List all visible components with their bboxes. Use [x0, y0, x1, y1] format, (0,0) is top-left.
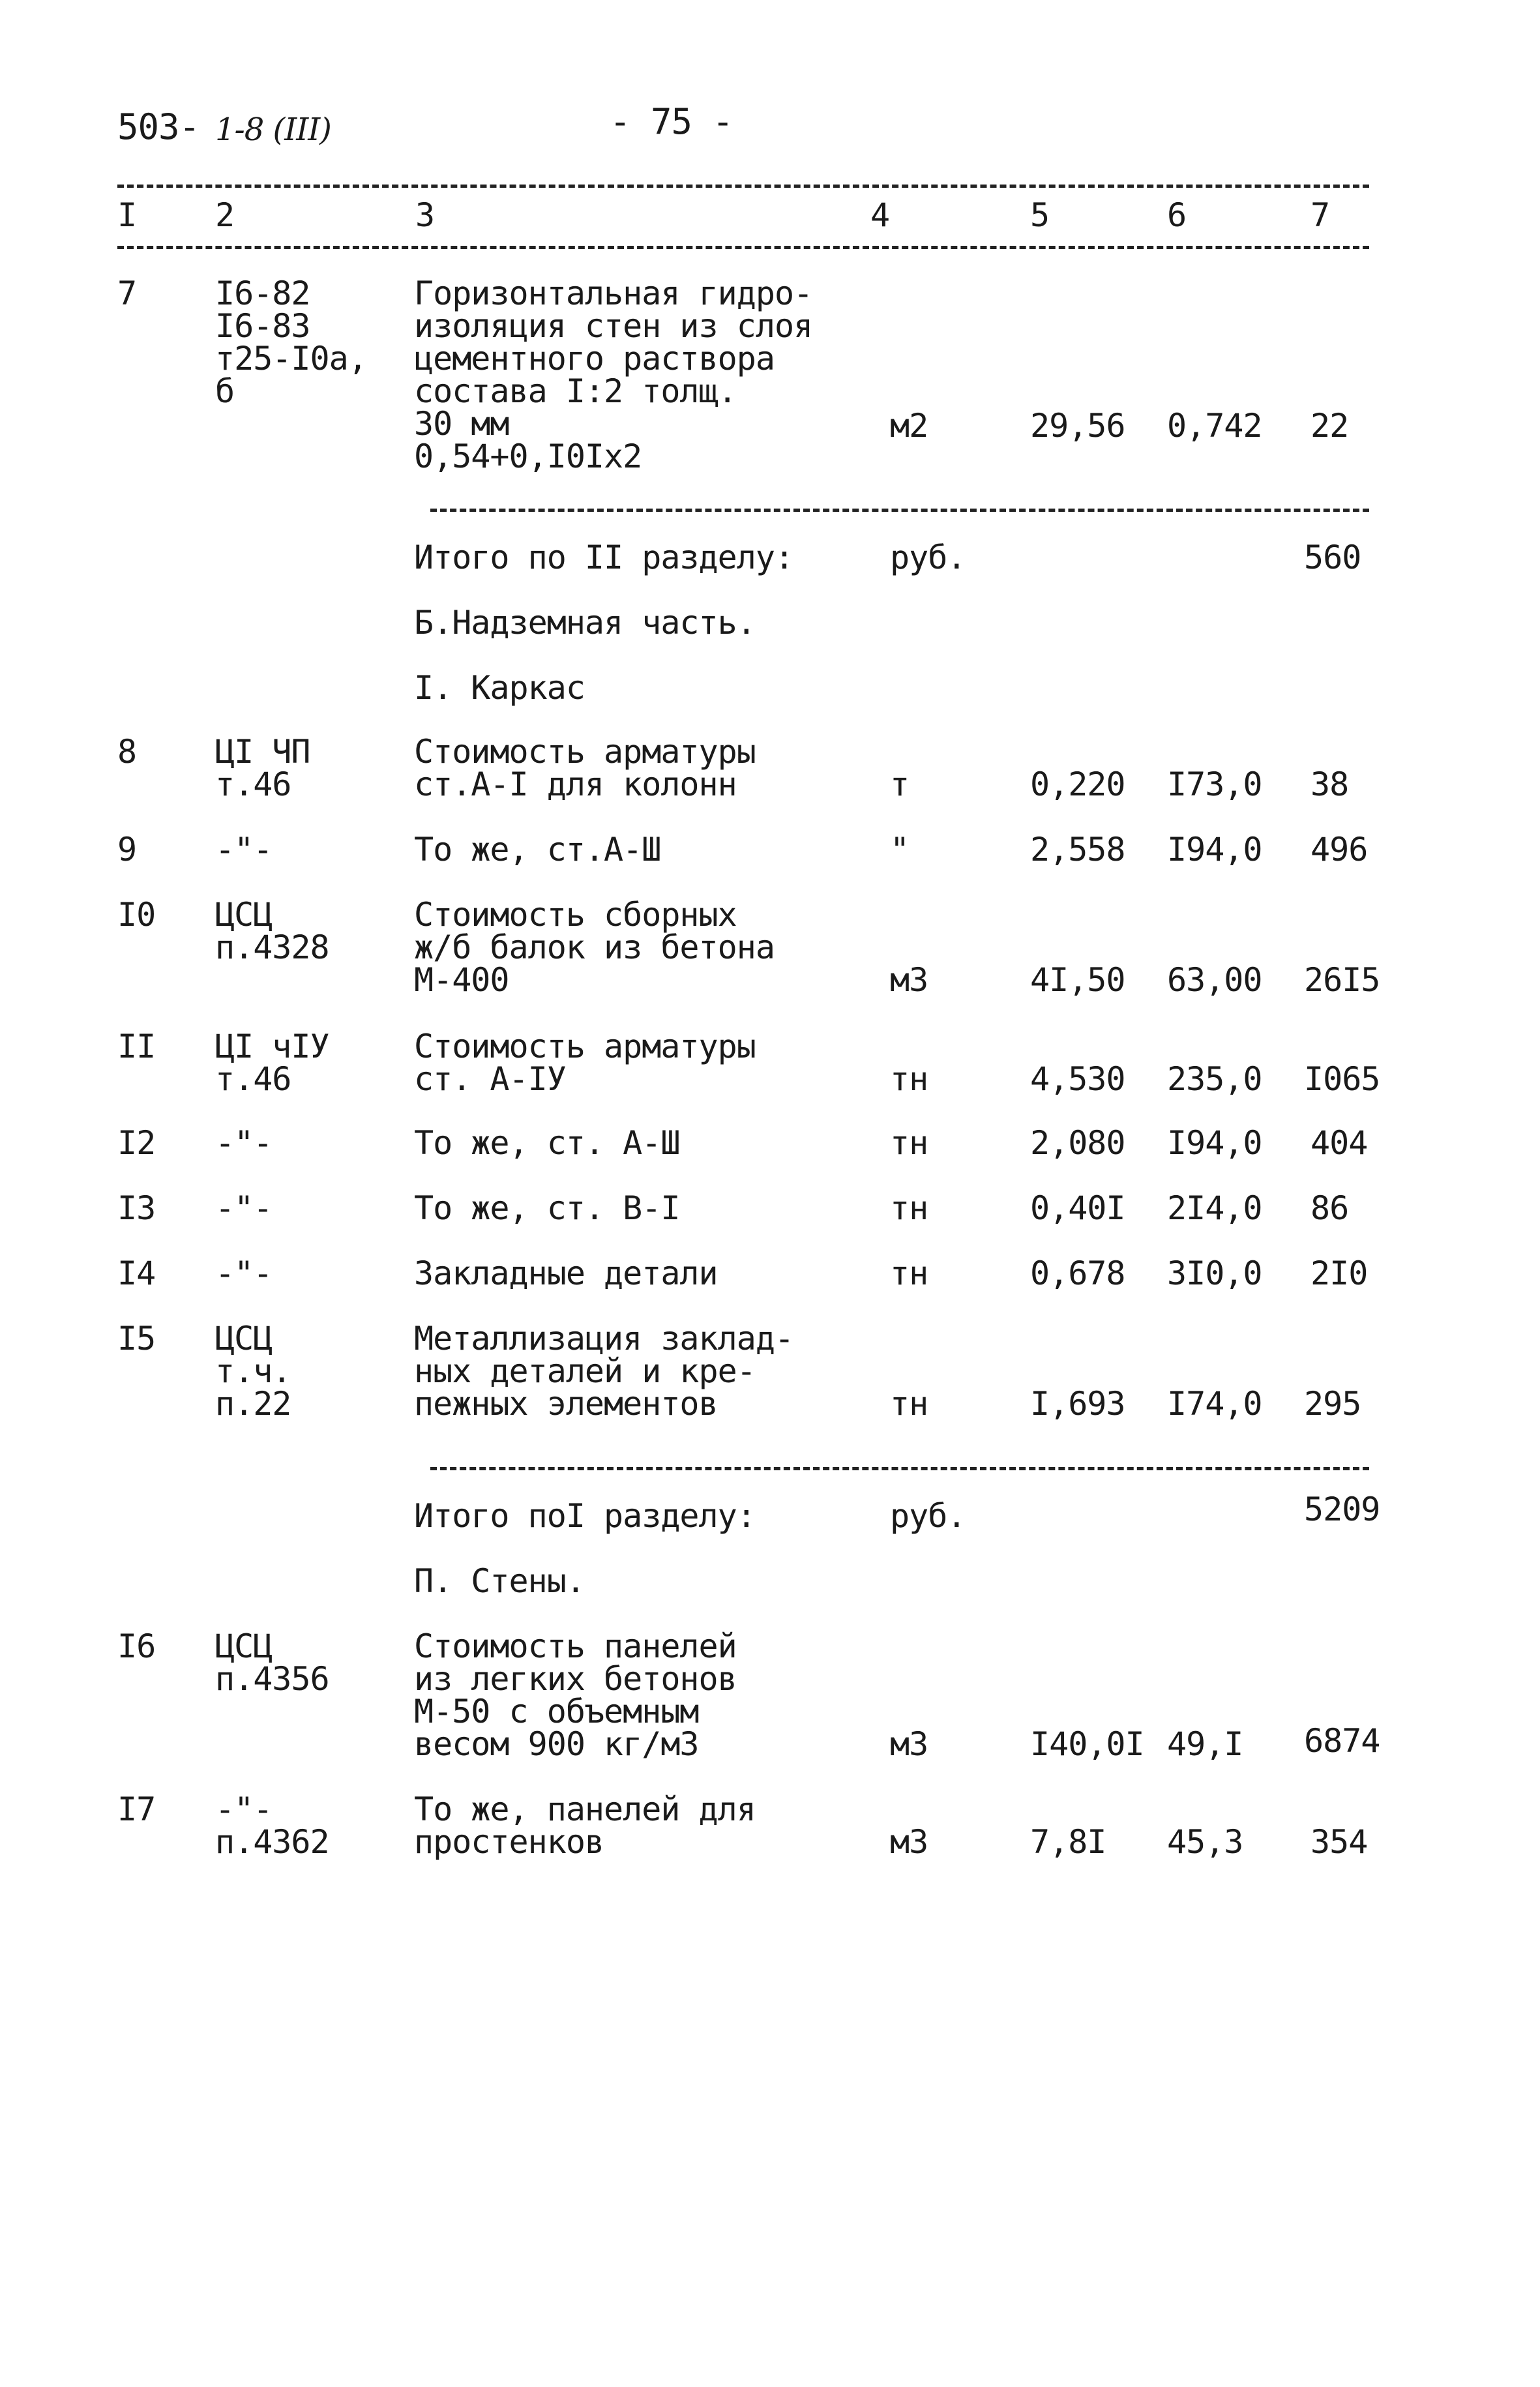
- row-11-unit: тн: [890, 1060, 928, 1098]
- row-11-quantity: 4,530: [1030, 1060, 1125, 1098]
- row-7-description: Горизонтальная гидро- изоляция стен из слоя цементного раствора состава I:2 толщ. 30 мм 0,54+0,I0Iх2: [414, 274, 813, 475]
- row-13-unit: тн: [890, 1189, 928, 1227]
- row-10-description: Стоимость сборных ж/б балок из бетона М-400: [414, 896, 775, 999]
- row-17-no: I7: [117, 1790, 156, 1828]
- row-15-total: 295: [1304, 1385, 1361, 1423]
- row-17-quantity: 7,8I: [1030, 1823, 1106, 1861]
- row-12-ref: -"-: [215, 1124, 273, 1162]
- row-13-no: I3: [117, 1189, 156, 1227]
- row-9-ref: -"-: [215, 831, 273, 868]
- row-8-description: Стоимость арматуры ст.А-I для колонн: [414, 733, 756, 803]
- row-13-ref: -"-: [215, 1189, 273, 1227]
- row-15-price: I74,0: [1167, 1385, 1262, 1423]
- row-16-total: 6874: [1304, 1722, 1380, 1760]
- row-12-unit: тн: [890, 1124, 928, 1162]
- row-10-no: I0: [117, 896, 156, 934]
- heading-frame: I. Каркас: [414, 669, 585, 707]
- col-header-1: I: [117, 196, 137, 234]
- row-11-total: I065: [1304, 1060, 1380, 1098]
- row-12-no: I2: [117, 1124, 156, 1162]
- row-9-quantity: 2,558: [1030, 831, 1125, 868]
- row-17-total: 354: [1310, 1823, 1368, 1861]
- row-7-unit: м2: [890, 407, 928, 445]
- row-13-total: 86: [1310, 1189, 1349, 1227]
- header-top-rule: [117, 185, 1369, 188]
- row-12-quantity: 2,080: [1030, 1124, 1125, 1162]
- row-10-unit: м3: [890, 961, 928, 999]
- section-1-total-label: Итого поI разделу:: [414, 1497, 756, 1535]
- row-8-quantity: 0,220: [1030, 765, 1125, 803]
- row-15-description: Металлизация заклад- ных деталей и кре- пежных элементов: [414, 1320, 794, 1423]
- section-1-total-unit: руб.: [890, 1497, 966, 1535]
- row-11-no: II: [117, 1028, 156, 1065]
- col-header-6: 6: [1167, 196, 1187, 234]
- row-7-quantity: 29,56: [1030, 407, 1125, 445]
- row-17-ref: -"- п.4362: [215, 1790, 329, 1861]
- document-code: 503-: [117, 106, 200, 147]
- col-header-5: 5: [1030, 196, 1050, 234]
- header-bottom-rule: [117, 246, 1369, 249]
- row-9-total: 496: [1310, 831, 1368, 868]
- row-14-price: 3I0,0: [1167, 1254, 1262, 1292]
- subtotal-rule-2: [430, 1467, 1369, 1470]
- row-7-price: 0,742: [1167, 407, 1262, 445]
- row-16-no: I6: [117, 1627, 156, 1665]
- row-12-total: 404: [1310, 1124, 1368, 1162]
- heading-walls: П. Стены.: [414, 1562, 585, 1600]
- row-7-ref: I6-82 I6-83 т25-I0а, б: [215, 274, 367, 410]
- row-13-description: То же, ст. В-I: [414, 1189, 680, 1227]
- row-17-unit: м3: [890, 1823, 928, 1861]
- row-14-no: I4: [117, 1254, 156, 1292]
- col-header-2: 2: [215, 196, 235, 234]
- row-14-ref: -"-: [215, 1254, 273, 1292]
- row-8-price: I73,0: [1167, 765, 1262, 803]
- row-9-no: 9: [117, 831, 137, 868]
- row-11-description: Стоимость арматуры ст. А-IУ: [414, 1028, 756, 1098]
- row-17-description: То же, панелей для простенков: [414, 1790, 756, 1861]
- row-10-price: 63,00: [1167, 961, 1262, 999]
- row-16-unit: м3: [890, 1725, 928, 1763]
- document-code-handwritten: 1-8 (III): [215, 111, 331, 148]
- col-header-4: 4: [870, 196, 890, 234]
- page-number: - 75 -: [610, 101, 733, 142]
- row-13-quantity: 0,40I: [1030, 1189, 1125, 1227]
- row-16-quantity: I40,0I: [1030, 1725, 1144, 1763]
- col-header-3: 3: [415, 196, 435, 234]
- row-10-ref: ЦСЦ п.4328: [215, 896, 329, 966]
- row-9-price: I94,0: [1167, 831, 1262, 868]
- row-14-quantity: 0,678: [1030, 1254, 1125, 1292]
- row-17-price: 45,3: [1167, 1823, 1243, 1861]
- row-11-price: 235,0: [1167, 1060, 1262, 1098]
- row-14-total: 2I0: [1310, 1254, 1368, 1292]
- subtotal-rule: [430, 509, 1369, 512]
- heading-above-ground: Б.Надземная часть.: [414, 604, 756, 642]
- row-7-total: 22: [1310, 407, 1349, 445]
- row-8-ref: ЦI ЧП т.46: [215, 733, 310, 803]
- row-10-quantity: 4I,50: [1030, 961, 1125, 999]
- row-16-description: Стоимость панелей из легких бетонов М-50 с объемным весом 900 кг/м3: [414, 1627, 737, 1763]
- row-12-price: I94,0: [1167, 1124, 1262, 1162]
- row-16-ref: ЦСЦ п.4356: [215, 1627, 329, 1698]
- row-8-unit: т: [890, 765, 910, 803]
- section-1-total-value: 5209: [1304, 1490, 1380, 1528]
- row-12-description: То же, ст. А-Ш: [414, 1124, 680, 1162]
- row-8-total: 38: [1310, 765, 1349, 803]
- row-15-no: I5: [117, 1320, 156, 1357]
- section-2-total-label: Итого по II разделу:: [414, 539, 794, 576]
- row-16-price: 49,I: [1167, 1725, 1243, 1763]
- row-13-price: 2I4,0: [1167, 1189, 1262, 1227]
- row-9-unit: ": [890, 831, 910, 868]
- row-10-total: 26I5: [1304, 961, 1380, 999]
- section-2-total-unit: руб.: [890, 539, 966, 576]
- col-header-7: 7: [1310, 196, 1330, 234]
- row-14-unit: тн: [890, 1254, 928, 1292]
- row-9-description: То же, ст.А-Ш: [414, 831, 661, 868]
- row-15-ref: ЦСЦ т.ч. п.22: [215, 1320, 291, 1423]
- row-7-no: 7: [117, 274, 137, 312]
- section-2-total-value: 560: [1304, 539, 1361, 576]
- row-15-unit: тн: [890, 1385, 928, 1423]
- row-15-quantity: I,693: [1030, 1385, 1125, 1423]
- row-8-no: 8: [117, 733, 137, 771]
- row-11-ref: ЦI чIУ т.46: [215, 1028, 329, 1098]
- row-14-description: Закладные детали: [414, 1254, 718, 1292]
